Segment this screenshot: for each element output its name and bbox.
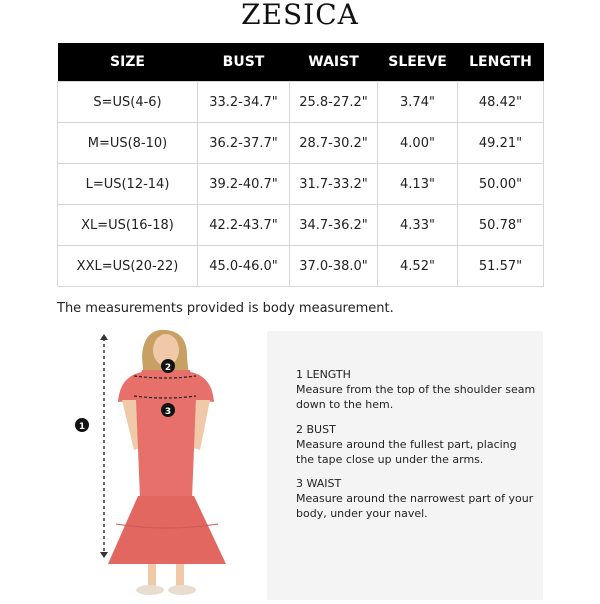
cell-length: 50.00" bbox=[458, 164, 544, 205]
cell-sleeve: 4.13" bbox=[378, 164, 458, 205]
guide-length-desc: Measure from the top of the shoulder seam down to the hem. bbox=[296, 383, 536, 411]
cell-size: XL=US(16-18) bbox=[58, 205, 198, 246]
cell-waist: 31.7-33.2" bbox=[290, 164, 378, 205]
header-size: SIZE bbox=[58, 43, 198, 82]
table-row bbox=[58, 164, 544, 205]
guide-bust-title: 2 BUST bbox=[296, 423, 336, 436]
cell-waist: 28.7-30.2" bbox=[290, 123, 378, 164]
marker-bust bbox=[161, 359, 175, 373]
dress-illustration bbox=[60, 328, 260, 600]
cell-size: M=US(8-10) bbox=[58, 123, 198, 164]
measurement-note: The measurements provided is body measurement. bbox=[57, 301, 394, 316]
cell-size: XXL=US(20-22) bbox=[58, 246, 198, 287]
cell-bust: 36.2-37.7" bbox=[198, 123, 290, 164]
cell-length: 51.57" bbox=[458, 246, 544, 287]
cell-length: 48.42" bbox=[458, 82, 544, 123]
dress-skirt bbox=[108, 496, 226, 564]
guide-length bbox=[296, 367, 536, 412]
cell-waist: 34.7-36.2" bbox=[290, 205, 378, 246]
table-row bbox=[58, 82, 544, 123]
header-length: LENGTH bbox=[458, 43, 544, 82]
cell-length: 49.21" bbox=[458, 123, 544, 164]
guide-bust-desc: Measure around the fullest part, placing the tape close up under the arms. bbox=[296, 438, 517, 466]
guide-length-title: 1 LENGTH bbox=[296, 368, 351, 381]
marker-bust-label: 2 bbox=[164, 363, 172, 373]
header-waist: WAIST bbox=[290, 43, 378, 82]
cell-bust: 45.0-46.0" bbox=[198, 246, 290, 287]
table-row bbox=[58, 123, 544, 164]
dress-bodice bbox=[136, 370, 196, 498]
marker-waist bbox=[161, 403, 175, 417]
right-arm bbox=[194, 400, 210, 450]
table-row bbox=[58, 205, 544, 246]
guide-waist-title: 3 WAIST bbox=[296, 477, 342, 490]
right-sandal bbox=[168, 585, 196, 595]
right-leg bbox=[176, 564, 184, 586]
cell-bust: 39.2-40.7" bbox=[198, 164, 290, 205]
length-arrow-top bbox=[100, 334, 108, 340]
cell-sleeve: 3.74" bbox=[378, 82, 458, 123]
header-sleeve: SLEEVE bbox=[378, 43, 458, 82]
marker-length-label: 1 bbox=[78, 422, 86, 432]
cell-length: 50.78" bbox=[458, 205, 544, 246]
cell-sleeve: 4.00" bbox=[378, 123, 458, 164]
cell-size: S=US(4-6) bbox=[58, 82, 198, 123]
cell-size: L=US(12-14) bbox=[58, 164, 198, 205]
cell-waist: 37.0-38.0" bbox=[290, 246, 378, 287]
marker-waist-label: 3 bbox=[164, 407, 172, 417]
table-header-row bbox=[58, 43, 544, 82]
model-figure bbox=[60, 328, 260, 600]
cell-sleeve: 4.52" bbox=[378, 246, 458, 287]
measurement-guide-panel bbox=[267, 331, 543, 600]
header-bust: BUST bbox=[198, 43, 290, 82]
guide-waist-desc: Measure around the narrowest part of your body, under your navel. bbox=[296, 492, 534, 520]
size-chart-table bbox=[57, 43, 544, 287]
guide-waist bbox=[296, 476, 536, 521]
brand-logo: ZESICA bbox=[241, 0, 359, 31]
marker-length bbox=[75, 418, 89, 432]
cell-bust: 42.2-43.7" bbox=[198, 205, 290, 246]
guide-bust bbox=[296, 422, 536, 467]
cell-waist: 25.8-27.2" bbox=[290, 82, 378, 123]
left-leg bbox=[148, 564, 156, 586]
table-row bbox=[58, 246, 544, 287]
cell-bust: 33.2-34.7" bbox=[198, 82, 290, 123]
cell-sleeve: 4.33" bbox=[378, 205, 458, 246]
left-sandal bbox=[136, 585, 164, 595]
length-arrow-bottom bbox=[100, 552, 108, 558]
